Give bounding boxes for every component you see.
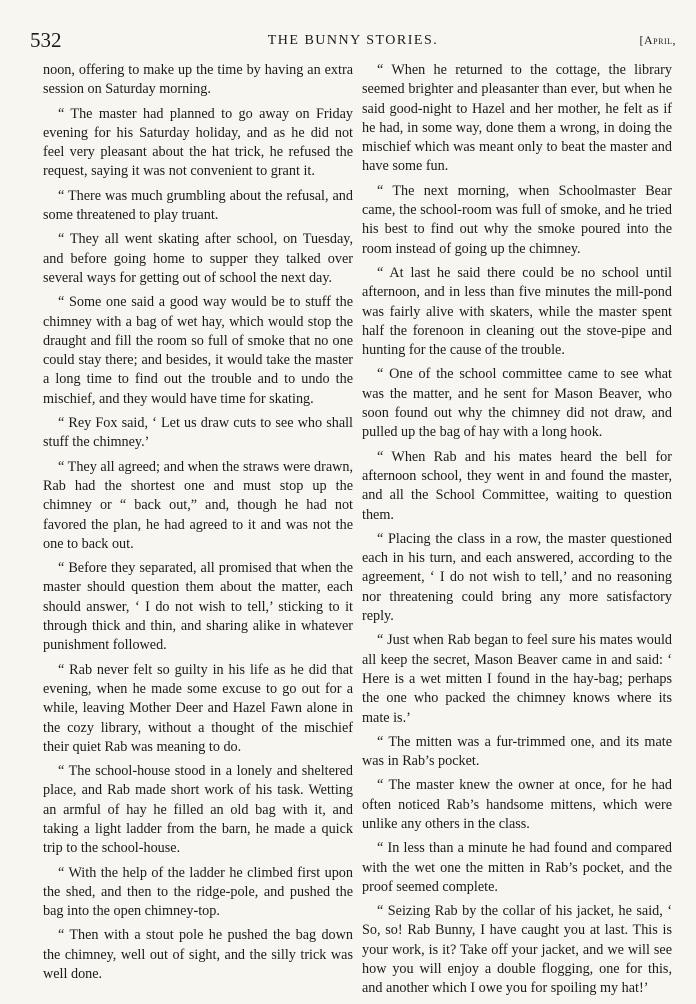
paragraph: “ In less than a minute he had found and compared with the wet one the mitten in Rab’s pocket, and the proof seemed complete. xyxy=(362,840,672,895)
running-title: THE BUNNY STORIES. xyxy=(267,33,439,48)
paragraph: “ Then with a stout pole he pushed the bag down the chimney, well out of sight, and the silly trick was well done. xyxy=(43,927,353,983)
paragraph: “ Just when Rab began to feel sure his mates would all keep the secret, Mason Beaver came in and said: ‘ Here is a wet mitten I found in the hay-bag; perhaps the one who packed the chimney knows where its mate is.’ xyxy=(362,632,672,726)
paragraph: “ The master had planned to go away on Friday evening for his Saturday holiday, and as he did not feel very pleasant about the hat trick, he refused the request, saying it was not convenient to grant it. xyxy=(43,105,353,180)
right-column xyxy=(362,61,672,1004)
paragraph: “ They all went skating after school, on Tuesday, and before going home to supper they talked over several ways for getting out of school the next day. xyxy=(43,231,353,286)
paragraph: “ The mitten was a fur-trimmed one, and its mate was in Rab’s pocket. xyxy=(362,733,672,770)
paragraph: “ With the help of the ladder he climbed first upon the shed, and then to the ridge-pole, and pushed the bag into the open chimney-top. xyxy=(43,864,353,920)
paragraph: “ The master knew the owner at once, for he had often noticed Rab’s handsome mittens, which were unlike any others in the class. xyxy=(362,777,672,832)
paragraph: “ They all agreed; and when the straws were drawn, Rab had the shortest one and must stop up the chimney or “ back out,” and, though he had not favored the plan, he had agreed to it and was not the one to back out. xyxy=(43,458,353,552)
page-number: 532 xyxy=(30,28,62,52)
paragraph: “ When he returned to the cottage, the library seemed brighter and pleasanter than ever, but when he said good-night to Hazel and her mother, he felt as if he had, in some way, done them a wrong, in doing the mischief which was meant only to beat the master and have some fun. xyxy=(362,62,672,175)
paragraph: “ Placing the class in a row, the master questioned each in his turn, and each answered, according to the agreement, ‘ I do not wish to tell,’ and no reasoning nor threatening could bring any more satisfactory reply. xyxy=(362,530,672,625)
paragraph: “ Before they separated, all promised that when the master should question them about the matter, each should answer, ‘ I do not wish to tell,’ sticking to it through thick and thin, and sharing alike in whatever punishment followed. xyxy=(43,560,353,654)
page-header xyxy=(30,28,676,52)
paragraph: “ When Rab and his mates heard the bell for afternoon school, they went in and found the master, and all the School Committee, waiting to question them. xyxy=(362,448,672,523)
left-column xyxy=(43,61,353,989)
paragraph: “ The school-house stood in a lonely and sheltered place, and Rab made short work of his task. Wetting an armful of hay he filled an old bag with it, and taking a light ladder from the barn, he made a quick trip to the school-house. xyxy=(43,763,353,857)
paragraph: “ Some one said a good way would be to stuff the chimney with a bag of wet hay, which would stop the draught and fill the room so full of smoke that no one could stay there; and besides, it would take the master a long time to find out the trouble and to undo the mischief, and they would have time for skating. xyxy=(43,294,353,407)
paragraph: “ At last he said there could be no school until afternoon, and in less than five minutes the mill-pond was fairly alive with skaters, while the master spent half the forenoon in cleaning out the stove-pipe and hunting for the cause of the trouble. xyxy=(362,264,672,359)
paragraph: “ There was much grumbling about the refusal, and some threatened to play truant. xyxy=(43,187,353,224)
paragraph: “ The next morning, when Schoolmaster Bear came, the school-room was full of smoke, and he tried his best to find out why the smoke poured into the room instead of going up the chimney. xyxy=(362,182,672,257)
paragraph: “ One of the school committee came to see what was the matter, and he sent for Mason Beaver, who soon found out why the chimney did not draw, and pulled up the bag of hay with a long hook. xyxy=(362,366,672,441)
paragraph: “ Rab never felt so guilty in his life as he did that evening, when he made some excuse to go out for a while, leaving Mother Deer and Hazel Fawn alone in the cozy library, without a thought of the mischief their quiet Rab was meaning to do. xyxy=(43,661,353,755)
paragraph: noon, offering to make up the time by having an extra session on Saturday morning. xyxy=(43,62,353,98)
paragraph: “ Seizing Rab by the collar of his jacket, he said, ‘ So, so! Rab Bunny, I have caught you at last. This is your work, is it? Take off your jacket, and we will see how you will enjoy a double flogging, one for this, and another which I owe you for spoiling my hat!’ xyxy=(362,903,672,997)
paragraph: “ Rey Fox said, ‘ Let us draw cuts to see who shall stuff the chimney.’ xyxy=(43,415,353,451)
issue-label: [April, xyxy=(639,33,676,47)
